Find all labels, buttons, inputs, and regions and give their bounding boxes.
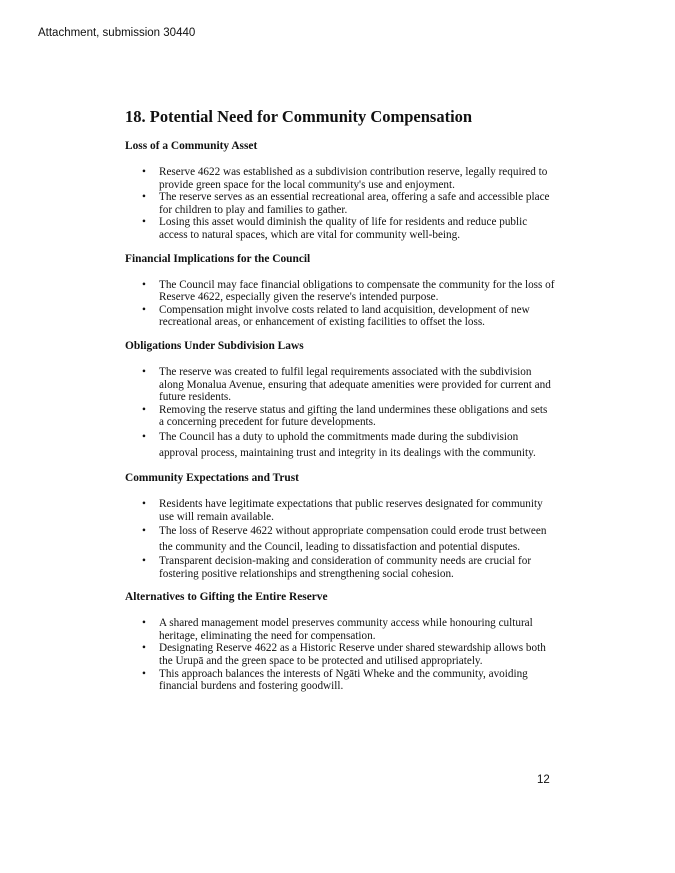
bullet-icon: • <box>142 430 146 443</box>
list-item: • A shared management model preserves community access while honouring cultural heritage, eliminating the need for compensation. <box>142 617 533 642</box>
bullet-list <box>125 366 555 461</box>
section-heading: Financial Implications for the Council <box>125 252 311 265</box>
bullet-icon: • <box>142 278 146 291</box>
bullet-icon: • <box>142 617 146 630</box>
document-body <box>125 107 555 703</box>
section-loss-of-asset <box>125 139 555 242</box>
bullet-icon: • <box>142 303 146 316</box>
section-heading: Community Expectations and Trust <box>125 471 299 484</box>
list-item: • The reserve serves as an essential recreational area, offering a safe and accessible place for children to play and families to gather. <box>142 191 550 216</box>
section-financial-implications <box>125 252 555 329</box>
bullet-icon: • <box>142 191 146 204</box>
section-heading: Obligations Under Subdivision Laws <box>125 339 304 352</box>
bullet-icon: • <box>142 497 146 510</box>
list-item: • Losing this asset would diminish the quality of life for residents and reduce public access to natural spaces, which are vital for community well-being. <box>142 216 528 241</box>
bullet-icon: • <box>142 667 146 680</box>
section-subdivision-obligations <box>125 339 555 461</box>
page-title: 18. Potential Need for Community Compensation <box>125 107 473 126</box>
bullet-list <box>125 279 555 329</box>
section-heading: Alternatives to Gifting the Entire Reserve <box>125 591 328 604</box>
list-item: • Compensation might involve costs related to land acquisition, development of new recreational areas, or enhancement of existing facilities to offset the loss. <box>142 303 530 329</box>
bullet-list <box>125 498 555 580</box>
list-item: • Removing the reserve status and gifting the land undermines these obligations and sets a concerning precedent for future developments. <box>142 403 548 429</box>
bullet-icon: • <box>142 166 146 178</box>
list-item: • The Council may face financial obligations to compensate the community for the loss of Reserve 4622, especially given the reserve's intended purpose. <box>142 278 555 304</box>
section-alternatives <box>125 590 555 693</box>
section-heading: Loss of a Community Asset <box>125 140 258 152</box>
list-item: • Residents have legitimate expectations that public reserves designated for community use will remain available. <box>142 497 543 523</box>
section-community-trust <box>125 471 555 580</box>
list-item: • The loss of Reserve 4622 without appropriate compensation could erode trust between the community and the Council, leading to dissatisfaction and potential disputes. <box>142 525 547 554</box>
bullet-icon: • <box>142 525 146 538</box>
bullet-icon: • <box>142 403 146 416</box>
bullet-icon: • <box>142 642 146 655</box>
bullet-icon: • <box>142 555 146 568</box>
list-item: • Reserve 4622 was established as a subdivision contribution reserve, legally required to provide green space for the local community's use and enjoyment. <box>142 166 548 191</box>
bullet-icon: • <box>142 216 146 229</box>
page-number: 12 <box>537 774 550 786</box>
list-item: • The Council has a duty to uphold the commitments made during the subdivision approval process, maintaining trust and integrity in its dealings with the community. <box>142 430 536 459</box>
list-item: • Designating Reserve 4622 as a Historic Reserve under shared stewardship allows both the Urupā and the green space to be protected and utilised appropriately. <box>142 642 546 668</box>
bullet-icon: • <box>142 365 146 378</box>
bullet-list <box>125 617 555 693</box>
list-item: • This approach balances the interests of Ngāti Wheke and the community, avoiding financial burdens and fostering goodwill. <box>142 667 528 693</box>
list-item: • The reserve was created to fulfil legal requirements associated with the subdivision along Monalua Avenue, ensuring that adequate amenities were provided for current and future residents. <box>142 365 551 404</box>
bullet-list <box>125 166 555 242</box>
list-item: • Transparent decision-making and consideration of community needs are crucial for fostering positive relationships and strengthening social cohesion. <box>142 555 532 580</box>
attachment-header: Attachment, submission 30440 <box>38 27 196 39</box>
